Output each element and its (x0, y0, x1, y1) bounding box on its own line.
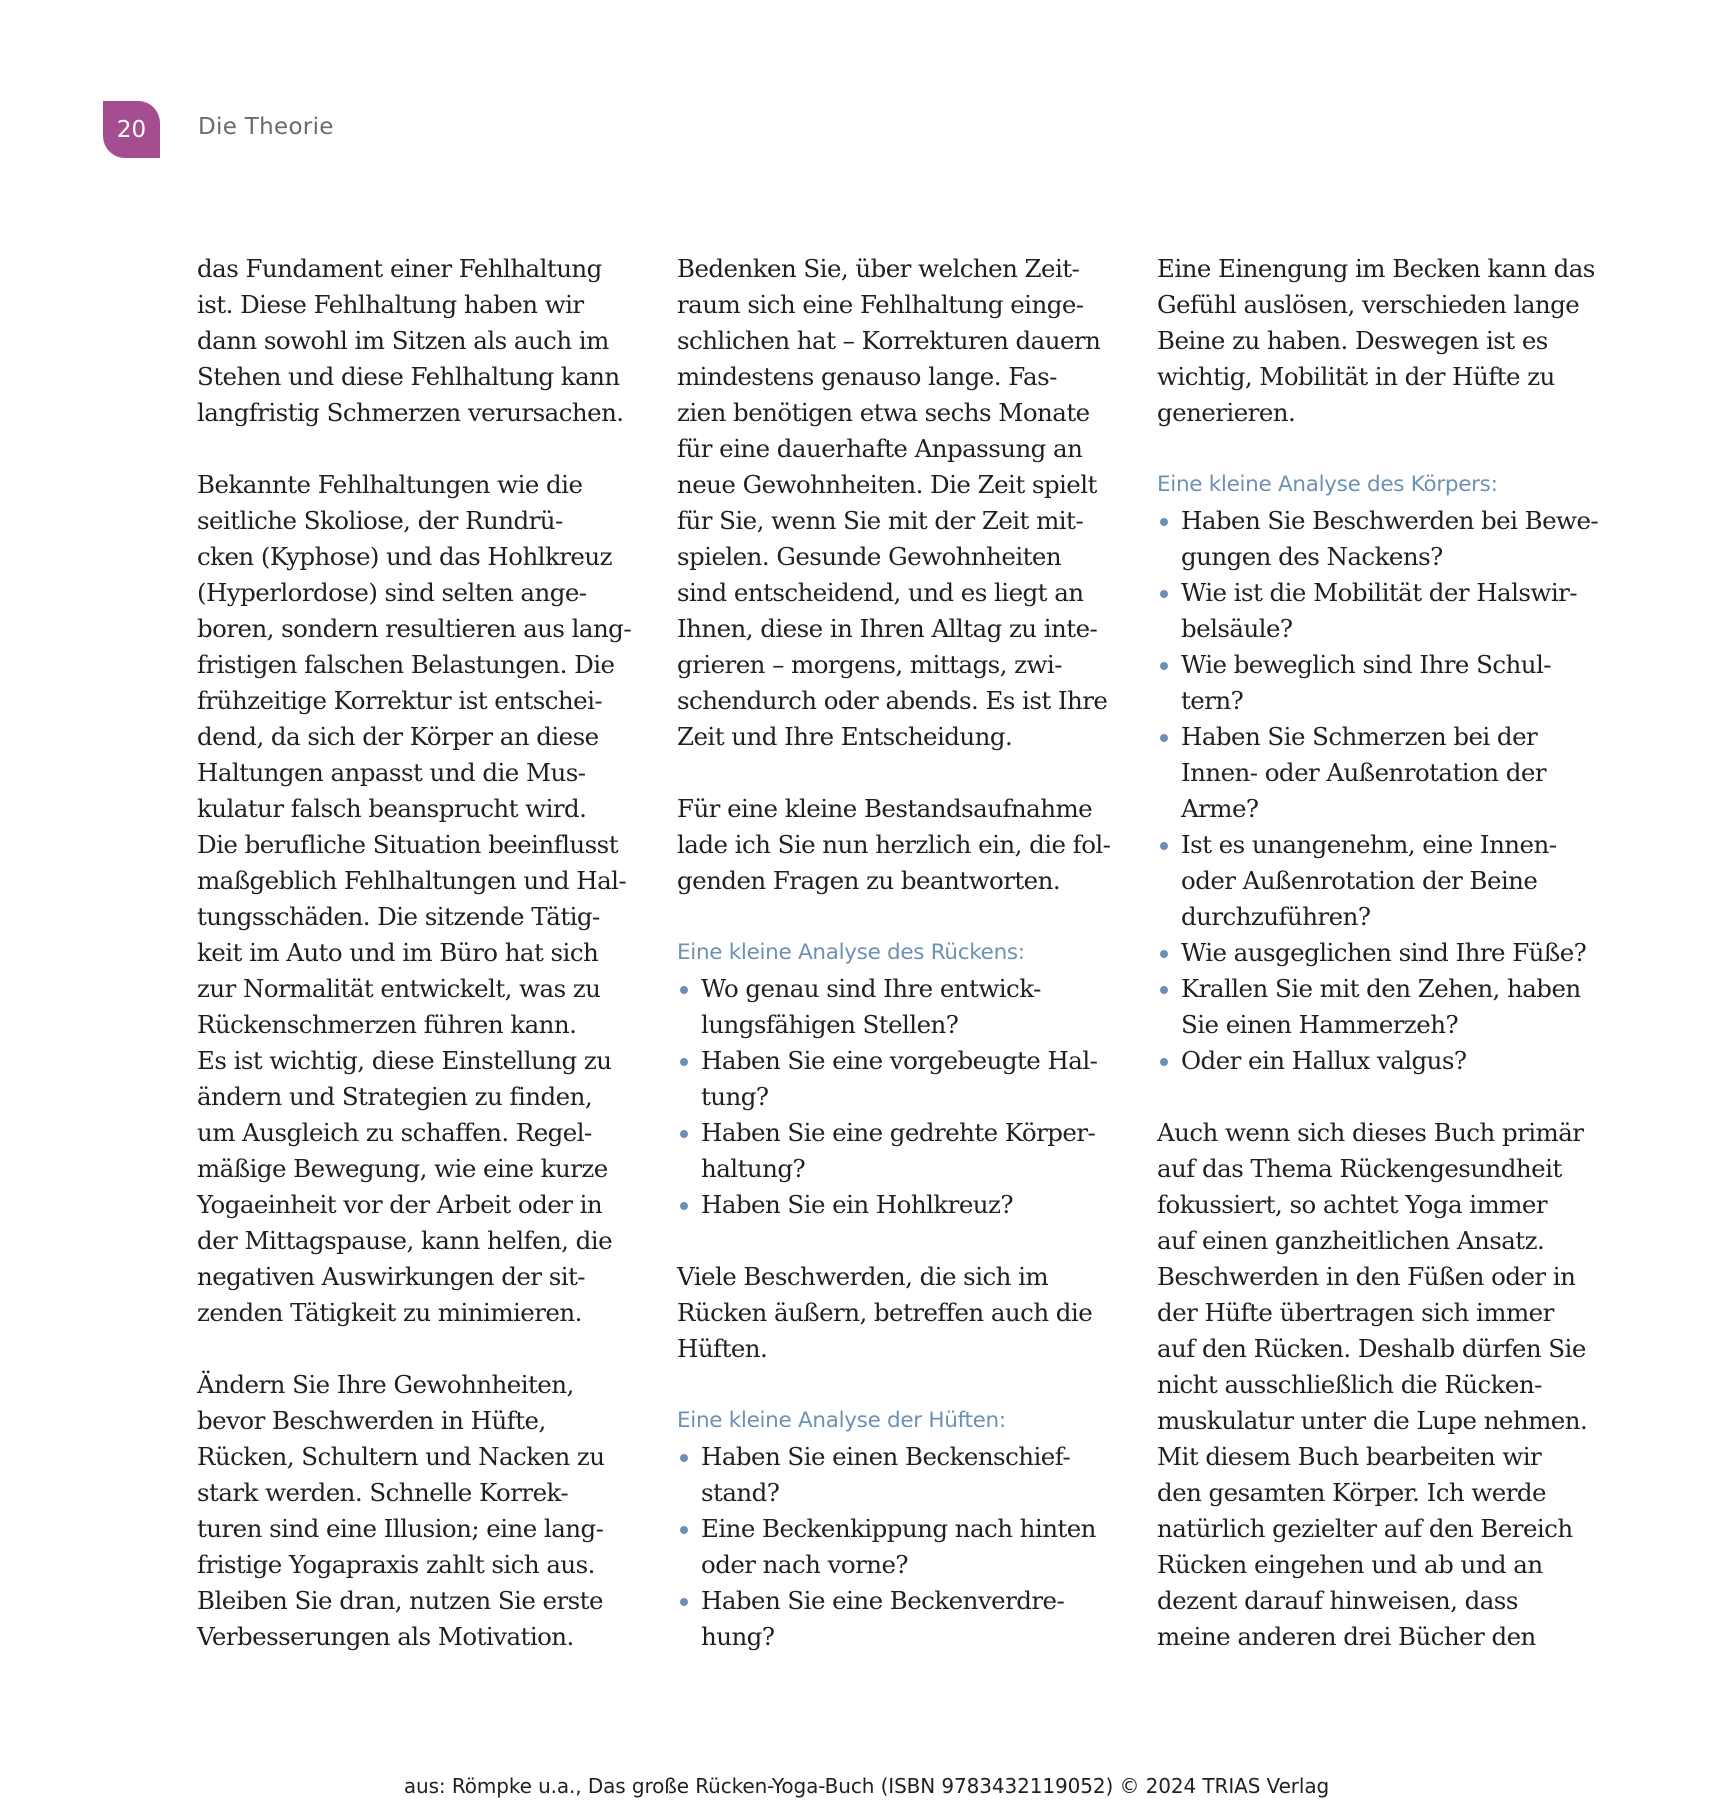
text-line: Hüften. (677, 1334, 768, 1363)
text-line: lungsfähigen Stellen? (701, 1010, 959, 1039)
text-line: dann sowohl im Sitzen als auch im (197, 326, 609, 355)
text-line: keit im Auto und im Büro hat sich (197, 938, 599, 967)
list-item (677, 971, 1107, 1043)
text-line: Haben Sie Beschwerden bei Bewe- (1181, 506, 1599, 535)
text-line: Viele Beschwerden, die sich im (677, 1262, 1049, 1291)
list-item (1157, 719, 1587, 827)
text-line: Es ist wichtig, diese Einstellung zu (197, 1046, 612, 1075)
back-analysis-heading: Eine kleine Analyse des Rückens: (677, 940, 1025, 965)
list-item (1157, 935, 1587, 971)
text-line: Innen- oder Außenrotation der (1181, 758, 1546, 787)
text-line: schlichen hat – Korrekturen dauern (677, 326, 1101, 355)
text-line: mindestens genauso lange. Fas- (677, 362, 1057, 391)
paragraph (677, 791, 1111, 899)
text-line: raum sich eine Fehlhaltung einge- (677, 290, 1084, 319)
text-line: frühzeitige Korrektur ist entschei- (197, 686, 603, 715)
list-item (677, 1115, 1107, 1187)
hip-question-list (677, 1439, 1107, 1655)
text-line: Bleiben Sie dran, nutzen Sie erste (197, 1586, 603, 1615)
text-line: Haben Sie einen Beckenschief- (701, 1442, 1071, 1471)
paragraph (677, 251, 1107, 755)
text-line: Stehen und diese Fehlhaltung kann (197, 362, 620, 391)
text-line: haltung? (701, 1154, 806, 1183)
text-line: auf einen ganzheitlichen Ansatz. (1157, 1226, 1545, 1255)
list-item (677, 1439, 1107, 1511)
text-column-1 (197, 251, 632, 1655)
text-line: ist. Diese Fehlhaltung haben wir (197, 290, 584, 319)
text-line: auf das Thema Rückengesundheit (1157, 1154, 1562, 1183)
paragraph (1157, 251, 1595, 431)
text-line: der Hüfte übertragen sich immer (1157, 1298, 1554, 1327)
text-line: langfristig Schmerzen verursachen. (197, 398, 624, 427)
text-line: generieren. (1157, 398, 1296, 427)
text-line: boren, sondern resultieren aus lang- (197, 614, 632, 643)
text-line: Haben Sie eine Beckenverdre- (701, 1586, 1065, 1615)
text-line: hung? (701, 1622, 775, 1651)
text-line: seitliche Skoliose, der Rundrü- (197, 506, 563, 535)
text-line: Ändern Sie Ihre Gewohnheiten, (197, 1370, 574, 1399)
text-line: den gesamten Körper. Ich werde (1157, 1478, 1546, 1507)
text-line: gungen des Nackens? (1181, 542, 1443, 571)
text-line: negativen Auswirkungen der sit- (197, 1262, 586, 1291)
text-line: Yogaeinheit vor der Arbeit oder in (197, 1190, 603, 1219)
text-line: fokussiert, so achtet Yoga immer (1157, 1190, 1548, 1219)
text-line: Oder ein Hallux valgus? (1181, 1046, 1467, 1075)
list-item (1157, 971, 1587, 1043)
list-item (677, 1511, 1107, 1583)
text-line: Ist es unangenehm, eine Innen- (1181, 830, 1557, 859)
text-line: ändern und Strategien zu finden, (197, 1082, 593, 1111)
text-line: Für eine kleine Bestandsaufnahme (677, 794, 1093, 823)
text-line: Rückenschmerzen führen kann. (197, 1010, 577, 1039)
list-item (1157, 1043, 1587, 1079)
text-line: zur Normalität entwickelt, was zu (197, 974, 601, 1003)
text-column-2 (677, 251, 1111, 1655)
text-line: tungsschäden. Die sitzende Tätig- (197, 902, 600, 931)
text-line: oder Außenrotation der Beine (1181, 866, 1538, 895)
text-line: Rücken, Schultern und Nacken zu (197, 1442, 605, 1471)
body-analysis-heading: Eine kleine Analyse des Körpers: (1157, 472, 1498, 497)
text-line: Bedenken Sie, über welchen Zeit- (677, 254, 1080, 283)
text-line: fristige Yogapraxis zahlt sich aus. (197, 1550, 595, 1579)
text-line: dend, da sich der Körper an diese (197, 722, 599, 751)
text-line: Gefühl auslösen, verschieden lange (1157, 290, 1580, 319)
text-line: schendurch oder abends. Es ist Ihre (677, 686, 1108, 715)
text-line: stark werden. Schnelle Korrek- (197, 1478, 569, 1507)
text-line: muskulatur unter die Lupe nehmen. (1157, 1406, 1588, 1435)
text-line: Verbesserungen als Motivation. (197, 1622, 574, 1651)
text-line: mäßige Bewegung, wie eine kurze (197, 1154, 608, 1183)
text-line: Sie einen Hammerzeh? (1181, 1010, 1459, 1039)
source-footer: aus: Römpke u.a., Das große Rücken-Yoga-Buch (ISBN 9783432119052) © 2024 TRIAS Verlag (403, 1774, 1330, 1798)
list-item (1157, 647, 1587, 719)
text-line: Die berufliche Situation beeinflusst (197, 830, 618, 859)
text-line: auf den Rücken. Deshalb dürfen Sie (1157, 1334, 1586, 1363)
text-line: Haltungen anpasst und die Mus- (197, 758, 586, 787)
list-item (677, 1043, 1107, 1115)
text-line: für eine dauerhafte Anpassung an (677, 434, 1083, 463)
text-line: dezent darauf hinweisen, dass (1157, 1586, 1518, 1615)
text-line: Bekannte Fehlhaltungen wie die (197, 470, 583, 499)
text-line: spielen. Gesunde Gewohnheiten (677, 542, 1062, 571)
text-line: wichtig, Mobilität in der Hüfte zu (1157, 362, 1555, 391)
text-line: turen sind eine Illusion; eine lang- (197, 1514, 604, 1543)
text-line: kulatur falsch beansprucht wird. (197, 794, 587, 823)
body-question-list (1157, 503, 1599, 1079)
text-line: Haben Sie ein Hohlkreuz? (701, 1190, 1013, 1219)
text-line: zenden Tätigkeit zu minimieren. (197, 1298, 582, 1327)
text-line: für Sie, wenn Sie mit der Zeit mit- (677, 506, 1084, 535)
text-line: der Mittagspause, kann helfen, die (197, 1226, 613, 1255)
text-line: Mit diesem Buch bearbeiten wir (1157, 1442, 1542, 1471)
text-line: Eine Einengung im Becken kann das (1157, 254, 1595, 283)
text-line: Auch wenn sich dieses Buch primär (1157, 1118, 1584, 1147)
text-column-3 (1157, 251, 1599, 1655)
text-line: (Hyperlordose) sind selten ange- (197, 578, 587, 607)
page-number-badge (103, 101, 160, 158)
text-line: Wie ausgeglichen sind Ihre Füße? (1181, 938, 1587, 967)
paragraph (677, 1259, 1107, 1367)
text-line: oder nach vorne? (701, 1550, 909, 1579)
text-line: um Ausgleich zu schaffen. Regel- (197, 1118, 592, 1147)
paragraph (197, 467, 632, 1331)
text-line: Beine zu haben. Deswegen ist es (1157, 326, 1548, 355)
section-title: Die Theorie (198, 114, 334, 140)
text-line: Wo genau sind Ihre entwick- (701, 974, 1041, 1003)
paragraph (197, 1367, 627, 1655)
text-line: Haben Sie eine gedrehte Körper- (701, 1118, 1096, 1147)
page-number: 20 (116, 116, 147, 143)
list-item (1157, 503, 1599, 575)
text-line: das Fundament einer Fehlhaltung (197, 254, 602, 283)
list-item (1157, 827, 1587, 935)
text-line: Krallen Sie mit den Zehen, haben (1181, 974, 1581, 1003)
text-line: cken (Kyphose) und das Hohlkreuz (197, 542, 612, 571)
list-item (677, 1187, 1107, 1223)
text-line: zien benötigen etwa sechs Monate (677, 398, 1090, 427)
text-line: lade ich Sie nun herzlich ein, die fol- (677, 830, 1111, 859)
text-line: Wie ist die Mobilität der Halswir- (1181, 578, 1577, 607)
text-line: Beschwerden in den Füßen oder in (1157, 1262, 1576, 1291)
list-item (1157, 575, 1587, 647)
text-line: Ihnen, diese in Ihren Alltag zu inte- (677, 614, 1098, 643)
text-line: Arme? (1181, 794, 1259, 823)
text-line: bevor Beschwerden in Hüfte, (197, 1406, 546, 1435)
text-line: tern? (1181, 686, 1244, 715)
hip-analysis-heading: Eine kleine Analyse der Hüften: (677, 1408, 1006, 1433)
text-line: Wie beweglich sind Ihre Schul- (1181, 650, 1551, 679)
text-line: sind entscheidend, und es liegt an (677, 578, 1084, 607)
text-line: fristigen falschen Belastungen. Die (197, 650, 615, 679)
text-line: stand? (701, 1478, 780, 1507)
text-line: Eine Beckenkippung nach hinten (701, 1514, 1096, 1543)
text-line: durchzuführen? (1181, 902, 1371, 931)
back-question-list (677, 971, 1107, 1223)
text-line: Haben Sie Schmerzen bei der (1181, 722, 1538, 751)
text-line: grieren – morgens, mittags, zwi- (677, 650, 1062, 679)
text-line: belsäule? (1181, 614, 1293, 643)
text-line: Rücken äußern, betreffen auch die (677, 1298, 1093, 1327)
text-line: neue Gewohnheiten. Die Zeit spielt (677, 470, 1097, 499)
list-item (677, 1583, 1107, 1655)
text-line: meine anderen drei Bücher den (1157, 1622, 1536, 1651)
paragraph (1157, 1115, 1587, 1655)
text-line: nicht ausschließlich die Rücken- (1157, 1370, 1542, 1399)
paragraph (197, 251, 627, 431)
text-line: Rücken eingehen und ab und an (1157, 1550, 1543, 1579)
text-line: maßgeblich Fehlhaltungen und Hal- (197, 866, 627, 895)
text-line: Haben Sie eine vorgebeugte Hal- (701, 1046, 1098, 1075)
text-line: genden Fragen zu beantworten. (677, 866, 1061, 895)
text-line: Zeit und Ihre Entscheidung. (677, 722, 1013, 751)
text-line: natürlich gezielter auf den Bereich (1157, 1514, 1573, 1543)
text-line: tung? (701, 1082, 769, 1111)
